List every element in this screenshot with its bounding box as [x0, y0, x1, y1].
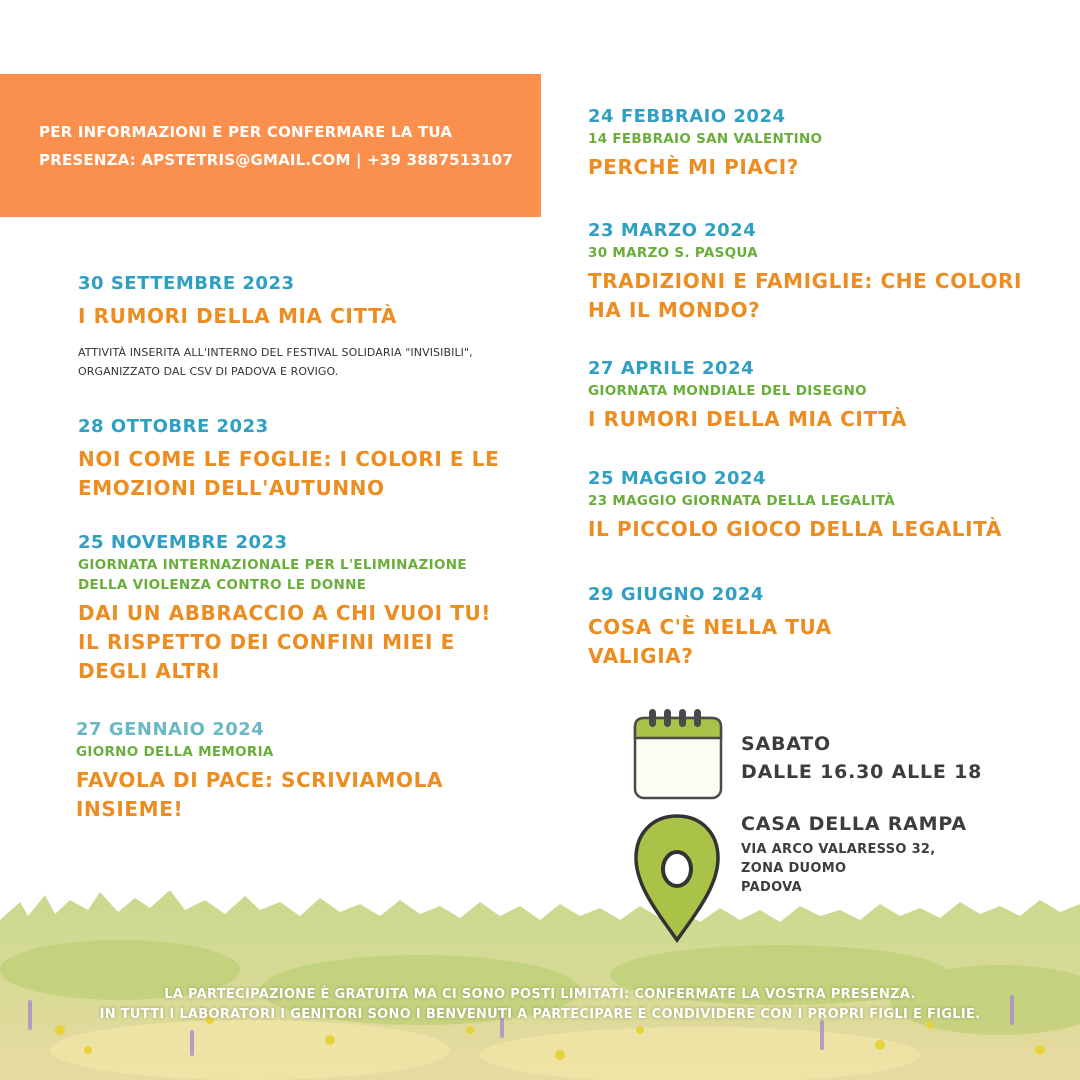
- event-date: 25 NOVEMBRE 2023: [78, 532, 288, 553]
- event-note-line1: ATTIVITÀ INSERITA ALL'INTERNO DEL FESTIVAL SOLIDARIA "INVISIBILI",: [78, 346, 473, 359]
- event-title: IL PICCOLO GIOCO DELLA LEGALITÀ: [588, 517, 1002, 541]
- event-title: [588, 267, 1068, 325]
- event-title-line1: COSA C'È NELLA TUA: [588, 615, 832, 639]
- event-29-giugno-2024: [588, 583, 1058, 671]
- event-subtitle: 23 MAGGIO GIORNATA DELLA LEGALITÀ: [588, 493, 895, 509]
- info-banner-text: [39, 118, 519, 174]
- event-title-line2: HA IL MONDO?: [588, 298, 761, 322]
- event-subtitle: 14 FEBBRAIO SAN VALENTINO: [588, 131, 823, 147]
- event-subtitle: [78, 555, 548, 595]
- event-28-ottobre-2023: [78, 415, 548, 503]
- event-subtitle: 30 MARZO S. PASQUA: [588, 245, 758, 261]
- event-date: 28 OTTOBRE 2023: [78, 416, 269, 437]
- event-25-maggio-2024: [588, 467, 1068, 544]
- event-title-line2: INSIEME!: [76, 797, 184, 821]
- event-title-line2: VALIGIA?: [588, 644, 694, 668]
- event-23-marzo-2024: [588, 219, 1068, 325]
- event-title-line2: IL RISPETTO DEI CONFINI MIEI E: [78, 630, 455, 654]
- event-title: [588, 613, 1058, 671]
- event-title: I RUMORI DELLA MIA CITTÀ: [78, 304, 397, 328]
- location-address-line2: ZONA DUOMO: [741, 861, 847, 876]
- event-note-line2: ORGANIZZATO DAL CSV DI PADOVA E ROVIGO.: [78, 365, 339, 378]
- location-pin-icon: [632, 812, 722, 944]
- event-date: 27 GENNAIO 2024: [76, 719, 265, 740]
- event-title-line1: NOI COME LE FOGLIE: I COLORI E LE: [78, 447, 500, 471]
- location-info: [741, 810, 967, 897]
- event-title: [78, 445, 548, 503]
- event-27-aprile-2024: [588, 357, 1058, 434]
- event-title: PERCHÈ MI PIACI?: [588, 155, 799, 179]
- info-banner: [0, 74, 541, 217]
- event-date: 23 MARZO 2024: [588, 220, 757, 241]
- meadow-background: [0, 880, 1080, 1080]
- event-30-settembre-2023: [78, 272, 548, 381]
- event-subtitle: GIORNATA MONDIALE DEL DISEGNO: [588, 383, 867, 399]
- event-title-line3: DEGLI ALTRI: [78, 659, 220, 683]
- event-title: [76, 766, 546, 824]
- event-title-line1: FAVOLA DI PACE: SCRIVIAMOLA: [76, 768, 444, 792]
- location-city: PADOVA: [741, 880, 802, 895]
- event-24-febbraio-2024: [588, 105, 1058, 182]
- schedule-day: SABATO: [741, 733, 832, 755]
- location-address-line1: VIA ARCO VALARESSO 32,: [741, 842, 936, 857]
- location-name: CASA DELLA RAMPA: [741, 813, 967, 835]
- event-date: 30 SETTEMBRE 2023: [78, 273, 295, 294]
- event-subtitle-line2: DELLA VIOLENZA CONTRO LE DONNE: [78, 577, 367, 593]
- schedule-info: [741, 730, 982, 786]
- footer-line2: IN TUTTI I LABORATORI I GENITORI SONO I BENVENUTI A PARTECIPARE E CONDIVIDERE CON I PROPRI FIGLI E FIGLIE.: [99, 1007, 981, 1022]
- event-27-gennaio-2024: [76, 718, 546, 824]
- event-date: 25 MAGGIO 2024: [588, 468, 767, 489]
- info-banner-line1: PER INFORMAZIONI E PER CONFERMARE LA TUA: [39, 123, 453, 141]
- event-25-novembre-2023: [78, 531, 548, 686]
- schedule-time: DALLE 16.30 ALLE 18: [741, 761, 983, 783]
- event-date: 27 APRILE 2024: [588, 358, 755, 379]
- event-title: [78, 599, 548, 686]
- info-banner-line2: PRESENZA: APSTETRIS@GMAIL.COM | +39 3887513107: [39, 151, 513, 169]
- footer-line1: LA PARTECIPAZIONE È GRATUITA MA CI SONO POSTI LIMITATI: CONFERMATE LA VOSTRA PRESENZA.: [164, 987, 916, 1002]
- event-date: 24 FEBBRAIO 2024: [588, 106, 786, 127]
- footer-notice: [0, 985, 1080, 1025]
- event-date: 29 GIUGNO 2024: [588, 584, 764, 605]
- event-title-line1: DAI UN ABBRACCIO A CHI VUOI TU!: [78, 601, 492, 625]
- event-title-line1: TRADIZIONI E FAMIGLIE: CHE COLORI: [588, 269, 1023, 293]
- event-note: [78, 343, 548, 381]
- calendar-icon: [632, 706, 724, 802]
- event-subtitle: GIORNO DELLA MEMORIA: [76, 744, 274, 760]
- event-subtitle-line1: GIORNATA INTERNAZIONALE PER L'ELIMINAZIONE: [78, 557, 467, 573]
- event-title: I RUMORI DELLA MIA CITTÀ: [588, 407, 907, 431]
- event-title-line2: EMOZIONI DELL'AUTUNNO: [78, 476, 385, 500]
